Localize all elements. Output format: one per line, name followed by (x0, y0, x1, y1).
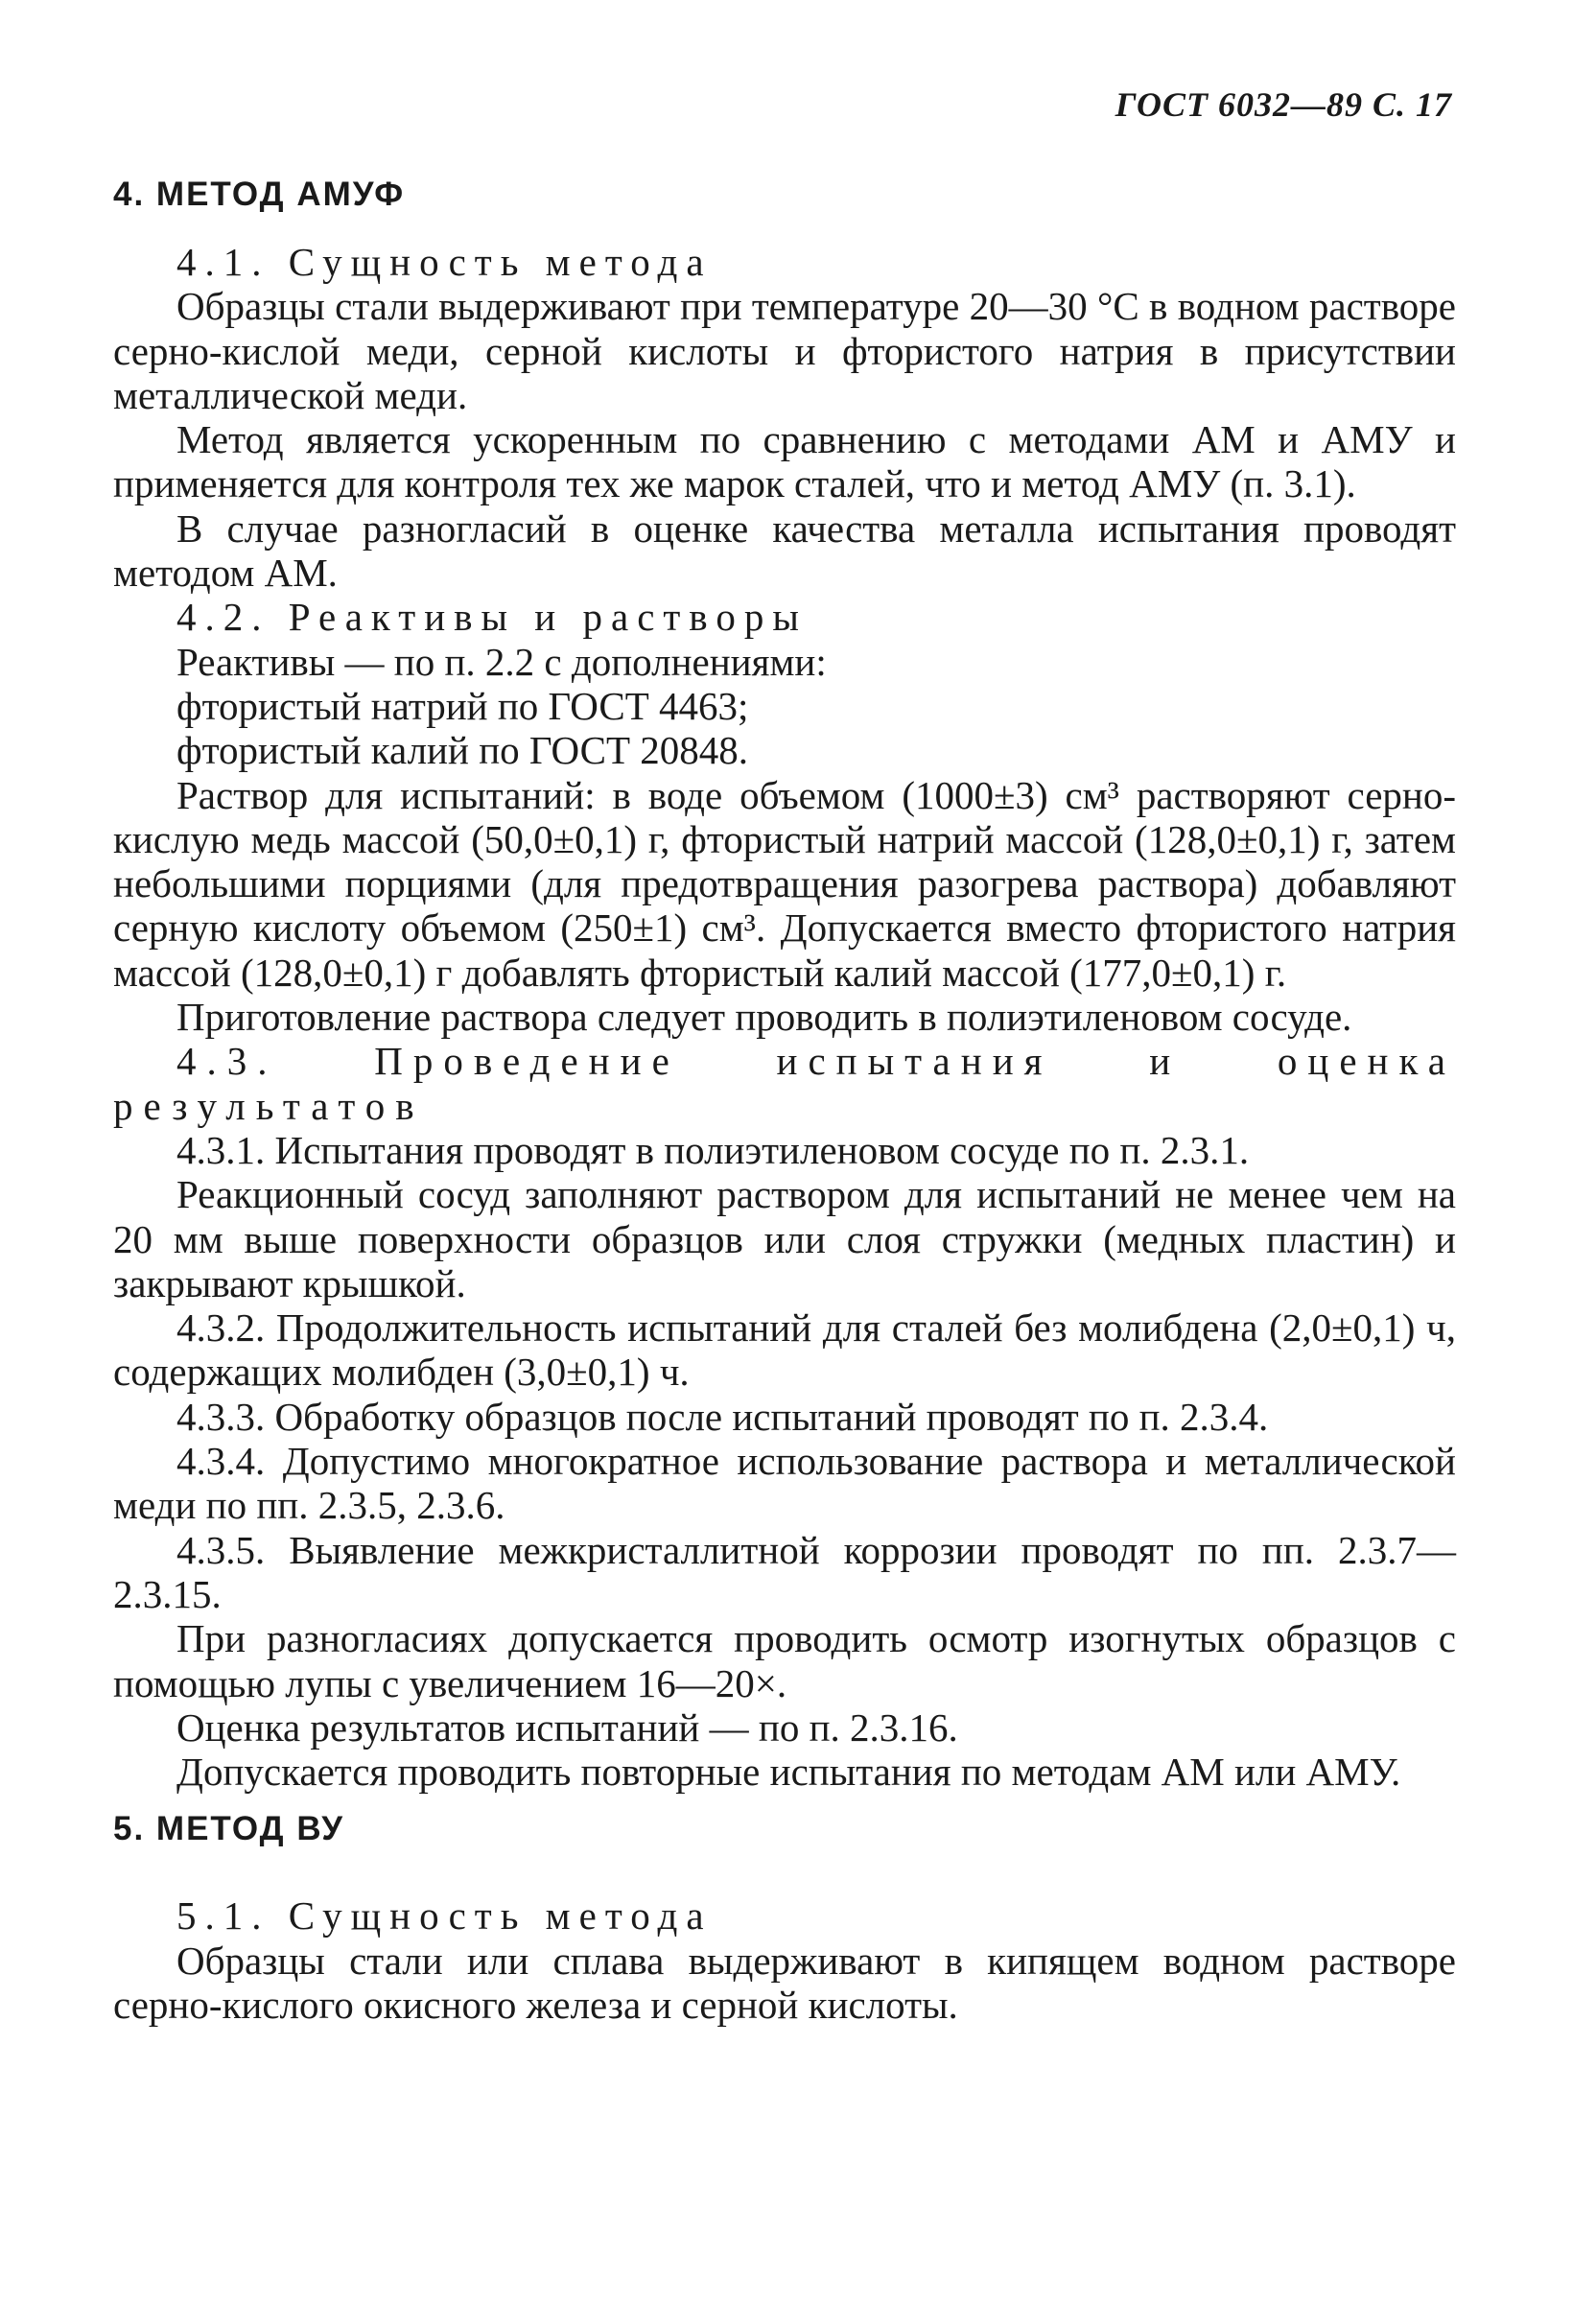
section-5-title: 5. МЕТОД ВУ (113, 1810, 345, 1848)
paragraph-4-1-method: Метод является ускоренным по сравнению с методами АМ и АМУ и применяется для контроля тех же марок сталей, что и метод АМУ (п. 3.1). (113, 417, 1456, 506)
subsection-4-3-heading: 4.3. Проведение испытания и оценка результатов (113, 1039, 1456, 1128)
paragraph-4-2-vessel: Приготовление раствора следует проводить в полиэтиленовом сосуде. (176, 995, 1352, 1040)
subsection-4-2-heading: 4.2. Реактивы и растворы (176, 595, 808, 640)
paragraph-4-3-3: 4.3.3. Обработку образцов после испытаний проводят по п. 2.3.4. (176, 1394, 1269, 1439)
paragraph-4-1-dispute: В случае разногласий в оценке качества металла испытания проводят методом АМ. (113, 505, 1456, 596)
paragraph-4-3-2: 4.3.2. Продолжительность испытаний для сталей без молибдена (2,0±0,1) ч, содержащих молибден (3,0±0,1) ч. (113, 1305, 1456, 1395)
paragraph-4-1-text: Образцы стали выдерживают при температуре 20—30 °С в водном растворе серно-кислой меди, серной кислоты и фтористого натрия в присутствии металлической меди. (113, 284, 1456, 417)
paragraph-4-3-5: 4.3.5. Выявление межкристаллитной коррозии проводят по пп. 2.3.7—2.3.15. (113, 1527, 1456, 1616)
page-content (113, 173, 1456, 2027)
paragraph-4-3-1-vessel: Реакционный сосуд заполняют раствором для испытаний не менее чем на 20 мм выше поверхности образцов или слоя стружки (медных пластин) и закрывают крышкой. (113, 1172, 1456, 1305)
paragraph-4-3-4: 4.3.4. Допустимо многократное использование раствора и металлической меди по пп. 2.3.5, 2.3.6. (113, 1439, 1456, 1528)
running-header: ГОСТ 6032—89 С. 17 (1115, 85, 1452, 124)
paragraph-4-3-5-repeat: Допускается проводить повторные испытания по методам АМ или АМУ. (176, 1750, 1401, 1795)
paragraph-4-2-reagents: Реактивы — по п. 2.2 с дополнениями: (176, 639, 827, 684)
paragraph-4-2-sodium-fluoride: фтористый натрий по ГОСТ 4463; (176, 683, 749, 728)
subsection-4-1-heading: 4.1. Сущность метода (176, 240, 713, 284)
section-4-title: 4. МЕТОД АМУФ (113, 176, 406, 213)
paragraph-4-2-solution: Раствор для испытаний: в воде объемом (1000±3) см³ растворяют серно-кислую медь массой (50,0±0,1) г, фтористый натрий массой (128,0±0,1) г, затем небольшими порциями (для предотвращения разогрева раствора) добавляют серную кислоту объемом (250±1) см³. Допускается вместо фтористого натрия массой (128,0±0,1) г добавлять фтористый калий массой (177,0±0,1) г. (113, 772, 1456, 995)
subsection-5-1-heading: 5.1. Сущность метода (176, 1893, 713, 1939)
paragraph-5-1-text: Образцы стали или сплава выдерживают в кипящем водном растворе серно-кислого окисного железа и серной кислоты. (113, 1938, 1456, 2027)
paragraph-4-2-potassium-fluoride: фтористый калий по ГОСТ 20848. (176, 728, 749, 773)
paragraph-4-3-5-evaluation: Оценка результатов испытаний — по п. 2.3.16. (176, 1704, 958, 1750)
paragraph-4-3-5-dispute: При разногласиях допускается проводить осмотр изогнутых образцов с помощью лупы с увеличением 16—20×. (113, 1616, 1456, 1705)
paragraph-4-3-1: 4.3.1. Испытания проводят в полиэтиленовом сосуде по п. 2.3.1. (176, 1127, 1250, 1172)
